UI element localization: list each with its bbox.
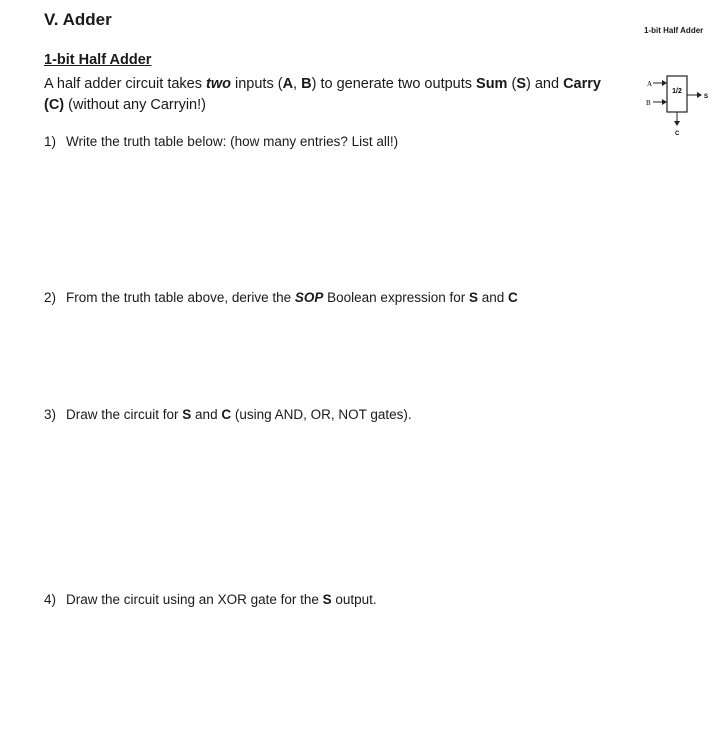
question-4: 4) Draw the circuit using an XOR gate for the S output. — [44, 592, 377, 607]
output-s-label: S — [704, 94, 709, 100]
input-b-label: B — [646, 99, 651, 107]
intro-paragraph: A half adder circuit takes two inputs (A, B) to generate two outputs Sum (S) and Carry (C) (without any Carryin!) — [44, 76, 601, 113]
diagram-title: 1-bit Half Adder — [644, 26, 704, 35]
half-adder-diagram — [634, 20, 722, 150]
input-a-label: A — [647, 80, 653, 88]
page-title: V. Adder — [44, 10, 112, 29]
question-3: 3) Draw the circuit for S and C (using AND, OR, NOT gates). — [44, 407, 412, 422]
section-title: 1-bit Half Adder — [44, 52, 152, 68]
half-adder-block-svg — [634, 20, 722, 150]
block-label: 1/2 — [672, 88, 682, 95]
output-c-label: C — [675, 131, 680, 137]
question-2: 2) From the truth table above, derive the SOP Boolean expression for S and C — [44, 290, 518, 305]
question-1: 1) Write the truth table below: (how many entries? List all!) — [44, 134, 399, 149]
